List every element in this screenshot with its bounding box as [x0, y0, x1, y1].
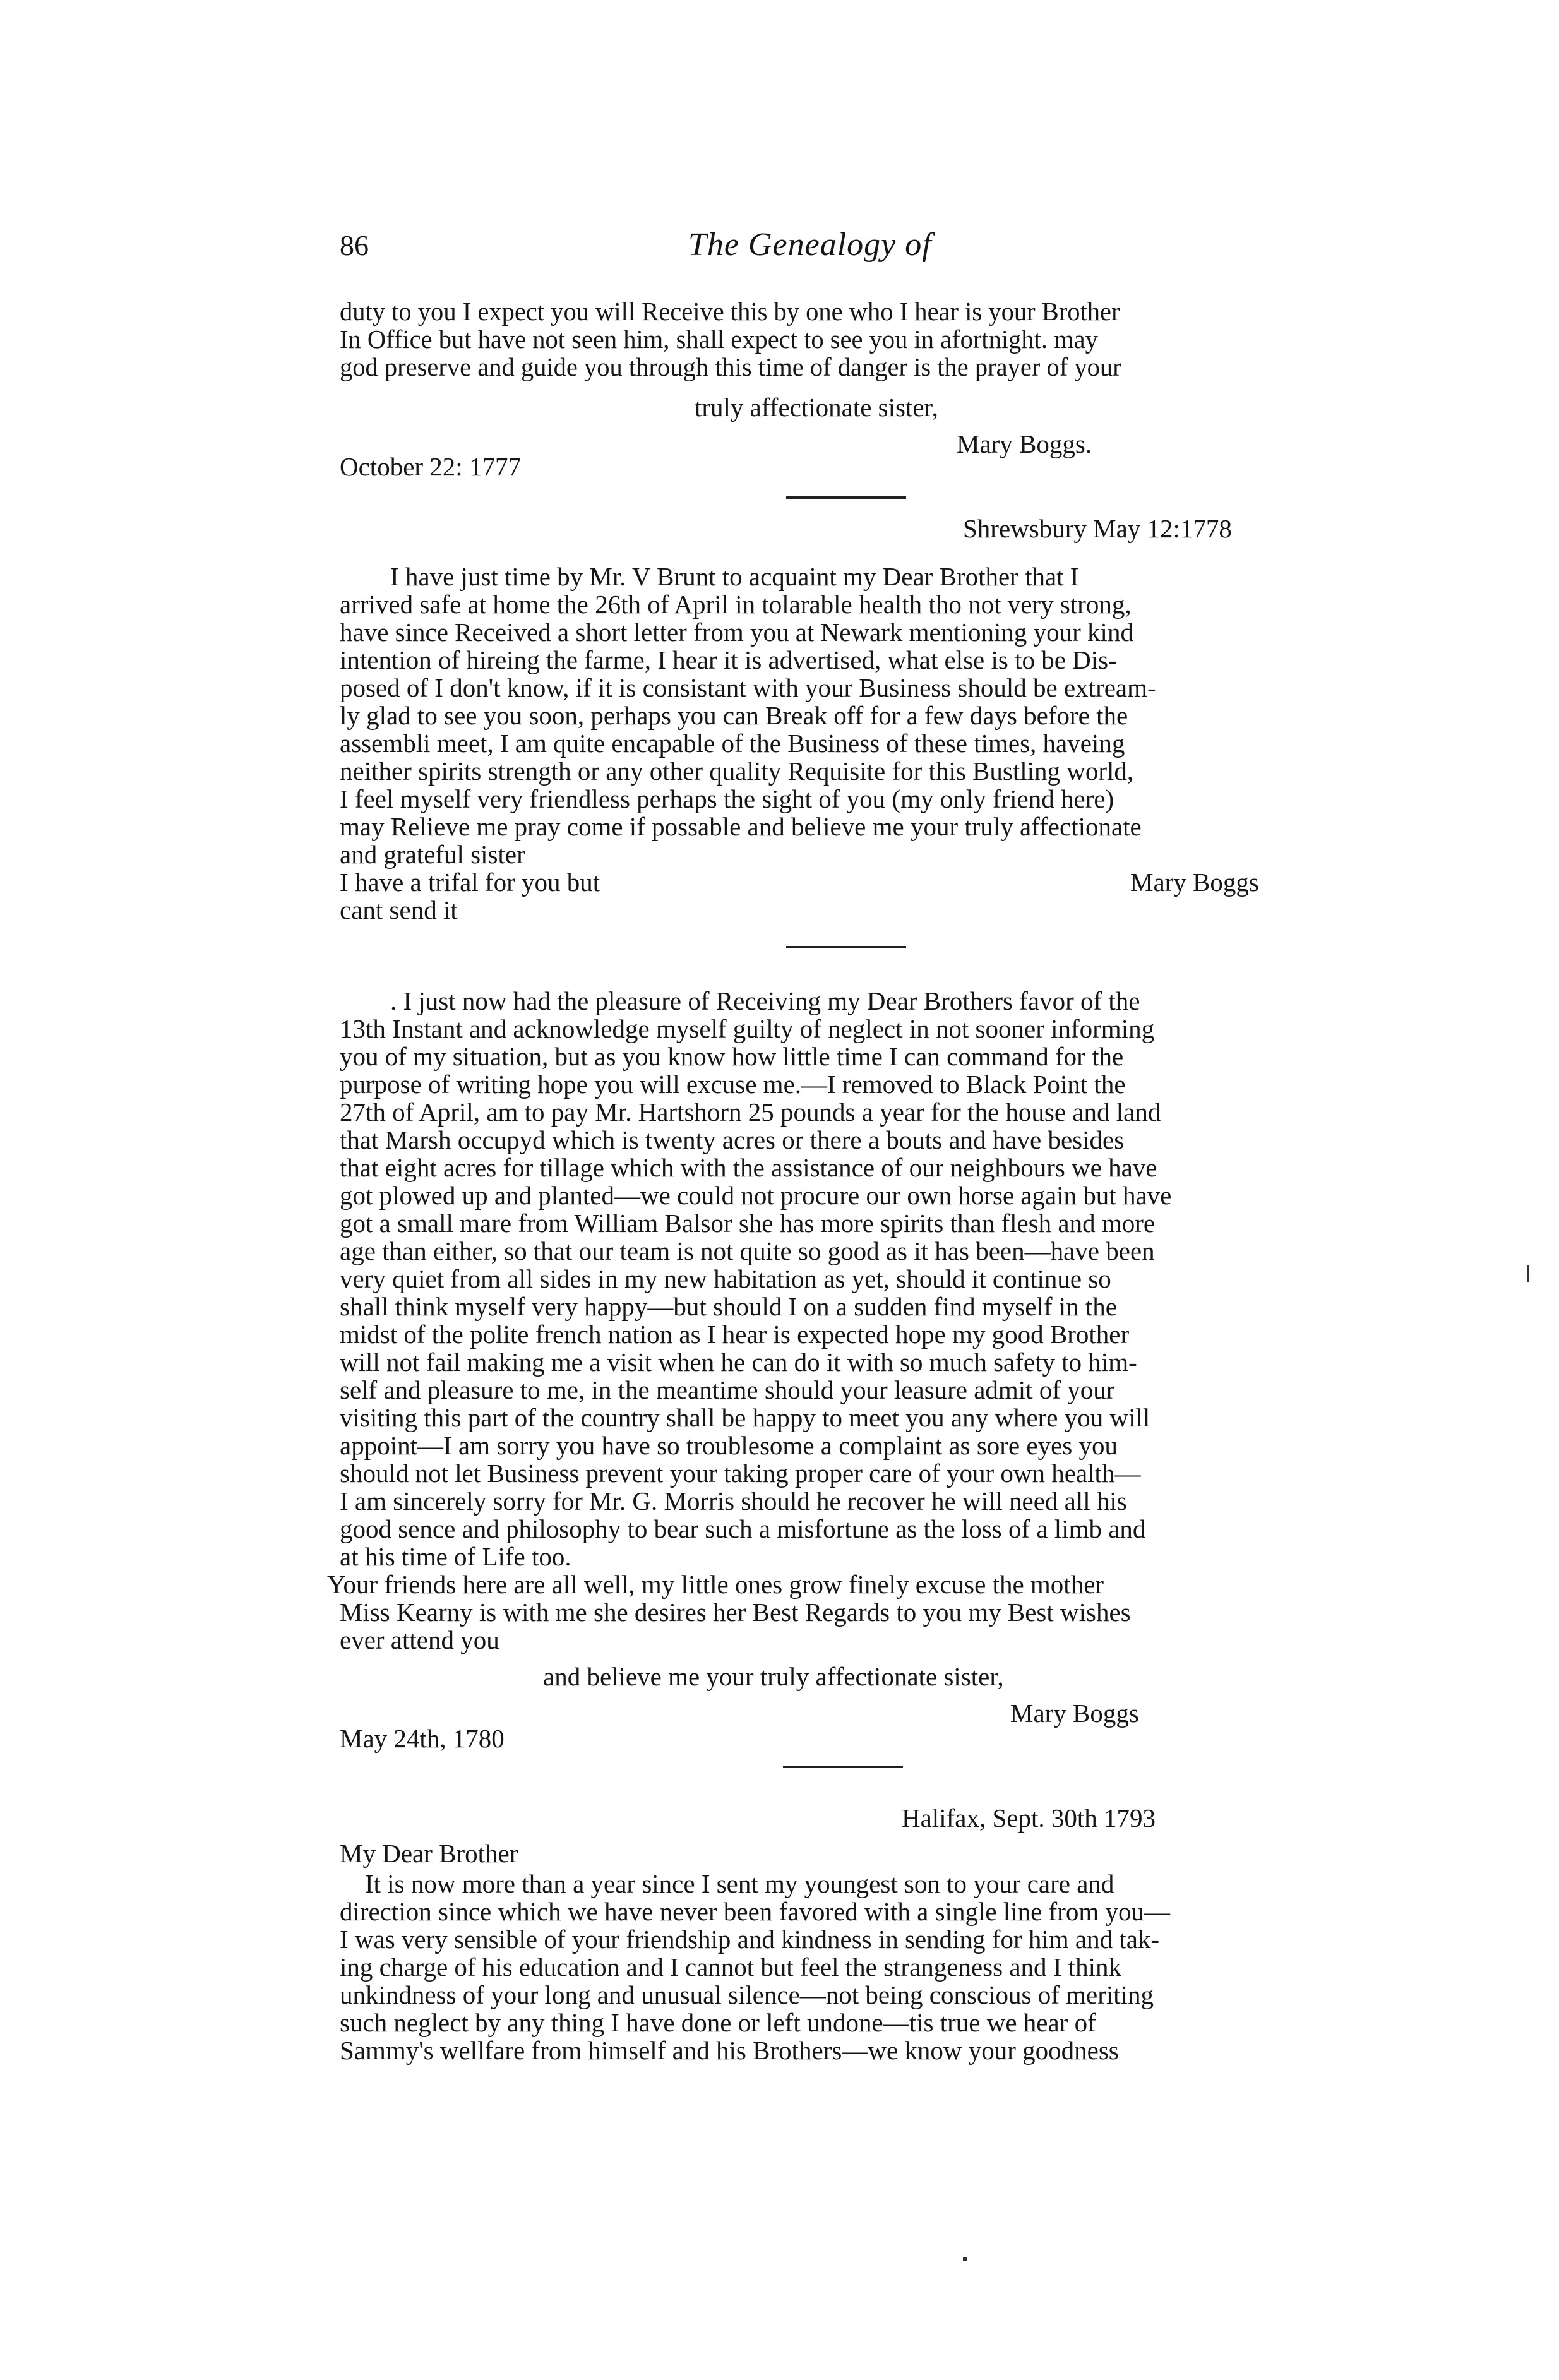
- letter2-line-4: intention of hireing the farme, I hear it is advertised, what else is to be Dis-: [340, 645, 1117, 674]
- letter4-salutation: My Dear Brother: [340, 1839, 518, 1868]
- page-number: 86: [340, 229, 369, 261]
- letter3-line-22: Your friends here are all well, my little ones grow finely excuse the mother: [327, 1570, 1104, 1599]
- letter3-line-2: 13th Instant and acknowledge myself guilty of neglect in not sooner informing: [340, 1014, 1155, 1043]
- letter2-line-2: arrived safe at home the 26th of April in tolarable health tho not very strong,: [340, 590, 1132, 619]
- letter1-line-3: god preserve and guide you through this time of danger is the prayer of your: [340, 352, 1121, 381]
- section-divider: [783, 1766, 903, 1768]
- letter3-line-6: that Marsh occupyd which is twenty acres or there a bouts and have besides: [340, 1125, 1125, 1154]
- letter1-line-1: duty to you I expect you will Receive this by one who I hear is your Brother: [340, 297, 1120, 326]
- letter3-line-24: ever attend you: [340, 1625, 499, 1654]
- letter3-line-11: very quiet from all sides in my new habitation as yet, should it continue so: [340, 1264, 1111, 1293]
- scan-speck: [963, 2257, 967, 2261]
- running-title: The Genealogy of: [688, 227, 932, 263]
- letter1-closing: truly affectionate sister,: [695, 393, 938, 422]
- letter3-line-19: I am sincerely sorry for Mr. G. Morris should he recover he will need all his: [340, 1486, 1127, 1516]
- scan-speck: [1527, 1265, 1529, 1282]
- letter1-line-2: In Office but have not seen him, shall expect to see you in afortnight. may: [340, 325, 1098, 354]
- section-divider: [786, 496, 906, 499]
- letter3-line-3: you of my situation, but as you know how little time I can command for the: [340, 1042, 1124, 1071]
- letter2-line-9: I feel myself very friendless perhaps the sight of you (my only friend here): [340, 784, 1114, 813]
- letter4-line-6: such neglect by any thing I have done or left undone—tis true we hear of: [340, 2008, 1096, 2037]
- letter2-signature: Mary Boggs: [1130, 868, 1259, 897]
- letter3-line-15: self and pleasure to me, in the meantime should your leasure admit of your: [340, 1375, 1115, 1404]
- letter4-line-7: Sammy's wellfare from himself and his Brothers—we know your goodness: [340, 2036, 1119, 2065]
- letter2-line-1: I have just time by Mr. V Brunt to acquaint my Dear Brother that I: [390, 562, 1079, 591]
- letter3-date: May 24th, 1780: [340, 1724, 505, 1753]
- letter4-line-4: ing charge of his education and I cannot but feel the strangeness and I think: [340, 1952, 1121, 1982]
- letter4-line-1: It is now more than a year since I sent my youngest son to your care and: [365, 1869, 1114, 1898]
- letter3-line-13: midst of the polite french nation as I hear is expected hope my good Brother: [340, 1320, 1130, 1349]
- letter3-line-5: 27th of April, am to pay Mr. Hartshorn 25 pounds a year for the house and land: [340, 1097, 1161, 1127]
- letter3-line-16: visiting this part of the country shall be happy to meet you any where you will: [340, 1403, 1150, 1432]
- letter3-line-7: that eight acres for tillage which with the assistance of our neighbours we have: [340, 1153, 1157, 1182]
- letter4-line-3: I was very sensible of your friendship and kindness in sending for him and tak-: [340, 1925, 1160, 1954]
- letter3-line-4: purpose of writing hope you will excuse me.—I removed to Black Point the: [340, 1070, 1126, 1099]
- letter3-line-1: . I just now had the pleasure of Receiving my Dear Brothers favor of the: [390, 986, 1140, 1015]
- letter3-line-21: at his time of Life too.: [340, 1542, 571, 1571]
- letter3-line-20: good sence and philosophy to bear such a misfortune as the loss of a limb and: [340, 1514, 1146, 1543]
- letter3-line-10: age than either, so that our team is not quite so good as it has been—have been: [340, 1236, 1155, 1265]
- letter3-closing: and believe me your truly affectionate sister,: [543, 1662, 1004, 1691]
- section-divider: [786, 946, 906, 948]
- letter2-postscript: I have a trifal for you but: [340, 868, 600, 897]
- letter4-dateline: Halifax, Sept. 30th 1793: [902, 1803, 1156, 1833]
- letter1-signature: Mary Boggs.: [957, 429, 1092, 458]
- letter2-dateline: Shrewsbury May 12:1778: [963, 514, 1232, 543]
- letter2-line-6: ly glad to see you soon, perhaps you can Break off for a few days before the: [340, 701, 1128, 730]
- letter4-line-2: direction since which we have never been favored with a single line from you—: [340, 1897, 1170, 1926]
- letter3-line-9: got a small mare from William Balsor she has more spirits than flesh and more: [340, 1209, 1156, 1238]
- letter3-line-8: got plowed up and planted—we could not procure our own horse again but have: [340, 1181, 1172, 1210]
- letter3-line-23: Miss Kearny is with me she desires her Best Regards to you my Best wishes: [340, 1598, 1131, 1627]
- letter4-line-5: unkindness of your long and unusual silence—not being conscious of meriting: [340, 1980, 1154, 2009]
- letter2-line-10: may Relieve me pray come if possable and believe me your truly affectionate: [340, 812, 1142, 841]
- letter3-line-18: should not let Business prevent your taking proper care of your own health—: [340, 1459, 1141, 1488]
- letter2-line-11: and grateful sister: [340, 840, 525, 869]
- letter2-line-8: neither spirits strength or any other quality Requisite for this Bustling world,: [340, 756, 1134, 786]
- letter3-line-12: shall think myself very happy—but should I on a sudden find myself in the: [340, 1292, 1117, 1321]
- letter3-line-17: appoint—I am sorry you have so troublesome a complaint as sore eyes you: [340, 1431, 1118, 1460]
- letter3-line-14: will not fail making me a visit when he can do it with so much safety to him-: [340, 1348, 1137, 1377]
- letter1-date: October 22: 1777: [340, 452, 521, 481]
- letter2-line-5: posed of I don't know, if it is consistant with your Business should be extream-: [340, 673, 1156, 702]
- letter2-line-7: assembli meet, I am quite encapable of the Business of these times, haveing: [340, 729, 1125, 758]
- letter2-postscript-2: cant send it: [340, 895, 458, 924]
- letter3-signature: Mary Boggs: [1010, 1699, 1139, 1728]
- letter2-line-3: have since Received a short letter from you at Newark mentioning your kind: [340, 618, 1133, 647]
